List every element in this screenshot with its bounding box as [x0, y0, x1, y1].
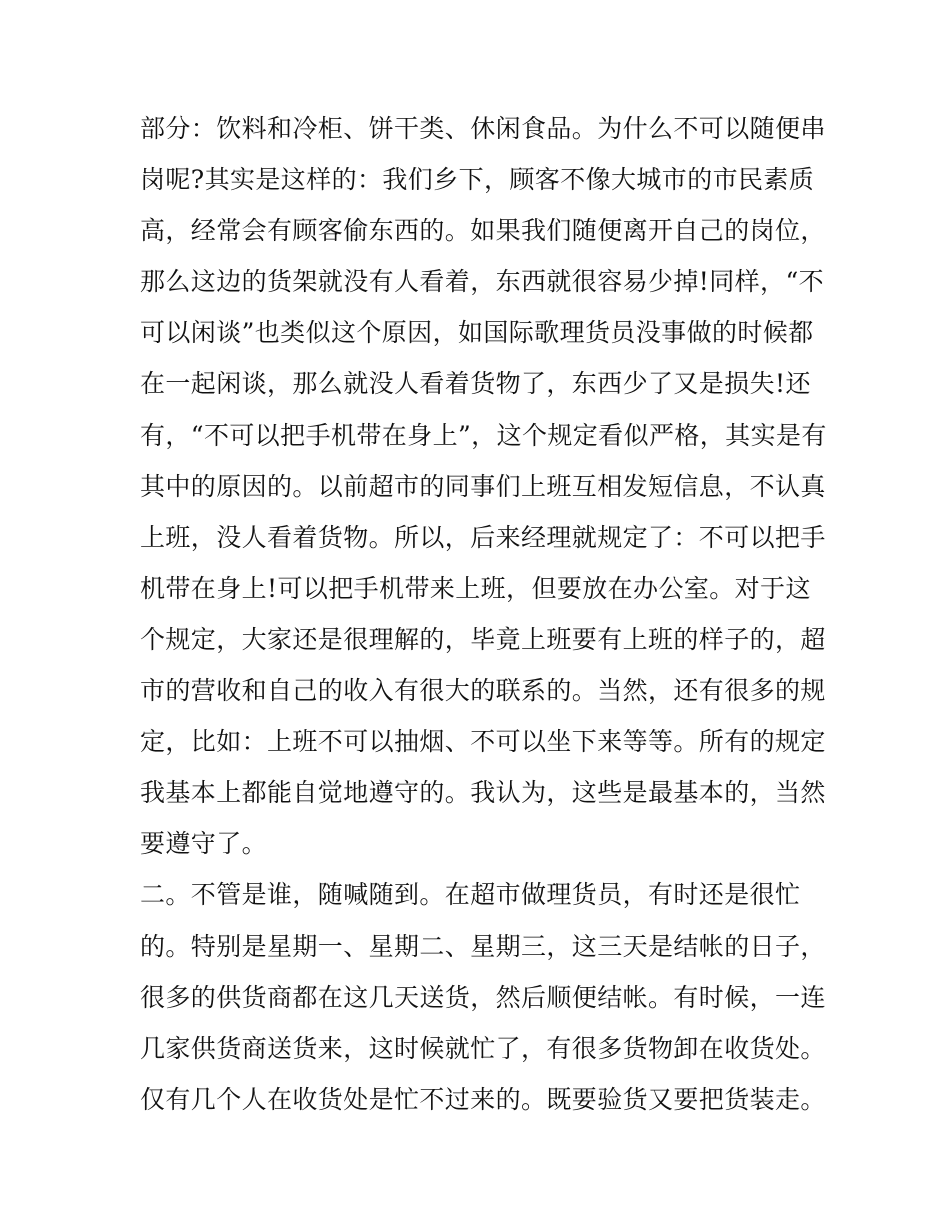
text-line: 几家供货商送货来，这时候就忙了，有很多货物卸在收货处。 [140, 1033, 826, 1063]
text-line: 市的营收和自己的收入有很大的联系的。当然，还有很多的规 [140, 676, 826, 706]
text-line: 的。特别是星期一、星期二、星期三，这三天是结帐的日子， [140, 931, 826, 961]
text-line: 机带在身上!可以把手机带来上班，但要放在办公室。对于这 [140, 573, 811, 603]
text-line: 部分：饮料和冷柜、饼干类、休闲食品。为什么不可以随便串 [140, 114, 826, 143]
text-line: 岗呢?其实是这样的：我们乡下，顾客不像大城市的市民素质 [140, 165, 815, 195]
text-line: 要遵守了。 [140, 829, 268, 859]
section-heading-line: 二。不管是谁，随喊随到。在超市做理货员，有时还是很忙 [140, 880, 801, 910]
text-line: 有，“不可以把手机带在身上”，这个规定看似严格，其实是有 [140, 420, 827, 450]
text-line: 个规定，大家还是很理解的，毕竟上班要有上班的样子的，超 [140, 624, 826, 654]
text-line: 仅有几个人在收货处是忙不过来的。既要验货又要把货装走。 [140, 1084, 826, 1114]
text-line: 可以闲谈”也类似这个原因，如国际歌理货员没事做的时候都 [140, 318, 814, 348]
text-line: 其中的原因的。以前超市的同事们上班互相发短信息，不认真 [140, 471, 826, 501]
text-line: 上班，没人看着货物。所以，后来经理就规定了：不可以把手 [140, 522, 826, 552]
text-line: 我基本上都能自觉地遵守的。我认为，这些是最基本的，当然 [140, 778, 826, 808]
text-line: 很多的供货商都在这几天送货，然后顺便结帐。有时候，一连 [140, 982, 826, 1012]
text-line: 定，比如：上班不可以抽烟、不可以坐下来等等。所有的规定 [140, 727, 826, 757]
text-line: 高，经常会有顾客偷东西的。如果我们随便离开自己的岗位， [140, 216, 826, 246]
text-line: 那么这边的货架就没有人看着，东西就很容易少掉!同样，“不 [140, 267, 825, 297]
body-text [140, 103, 827, 1125]
text-line: 在一起闲谈，那么就没人看着货物了，东西少了又是损失!还 [140, 369, 811, 399]
